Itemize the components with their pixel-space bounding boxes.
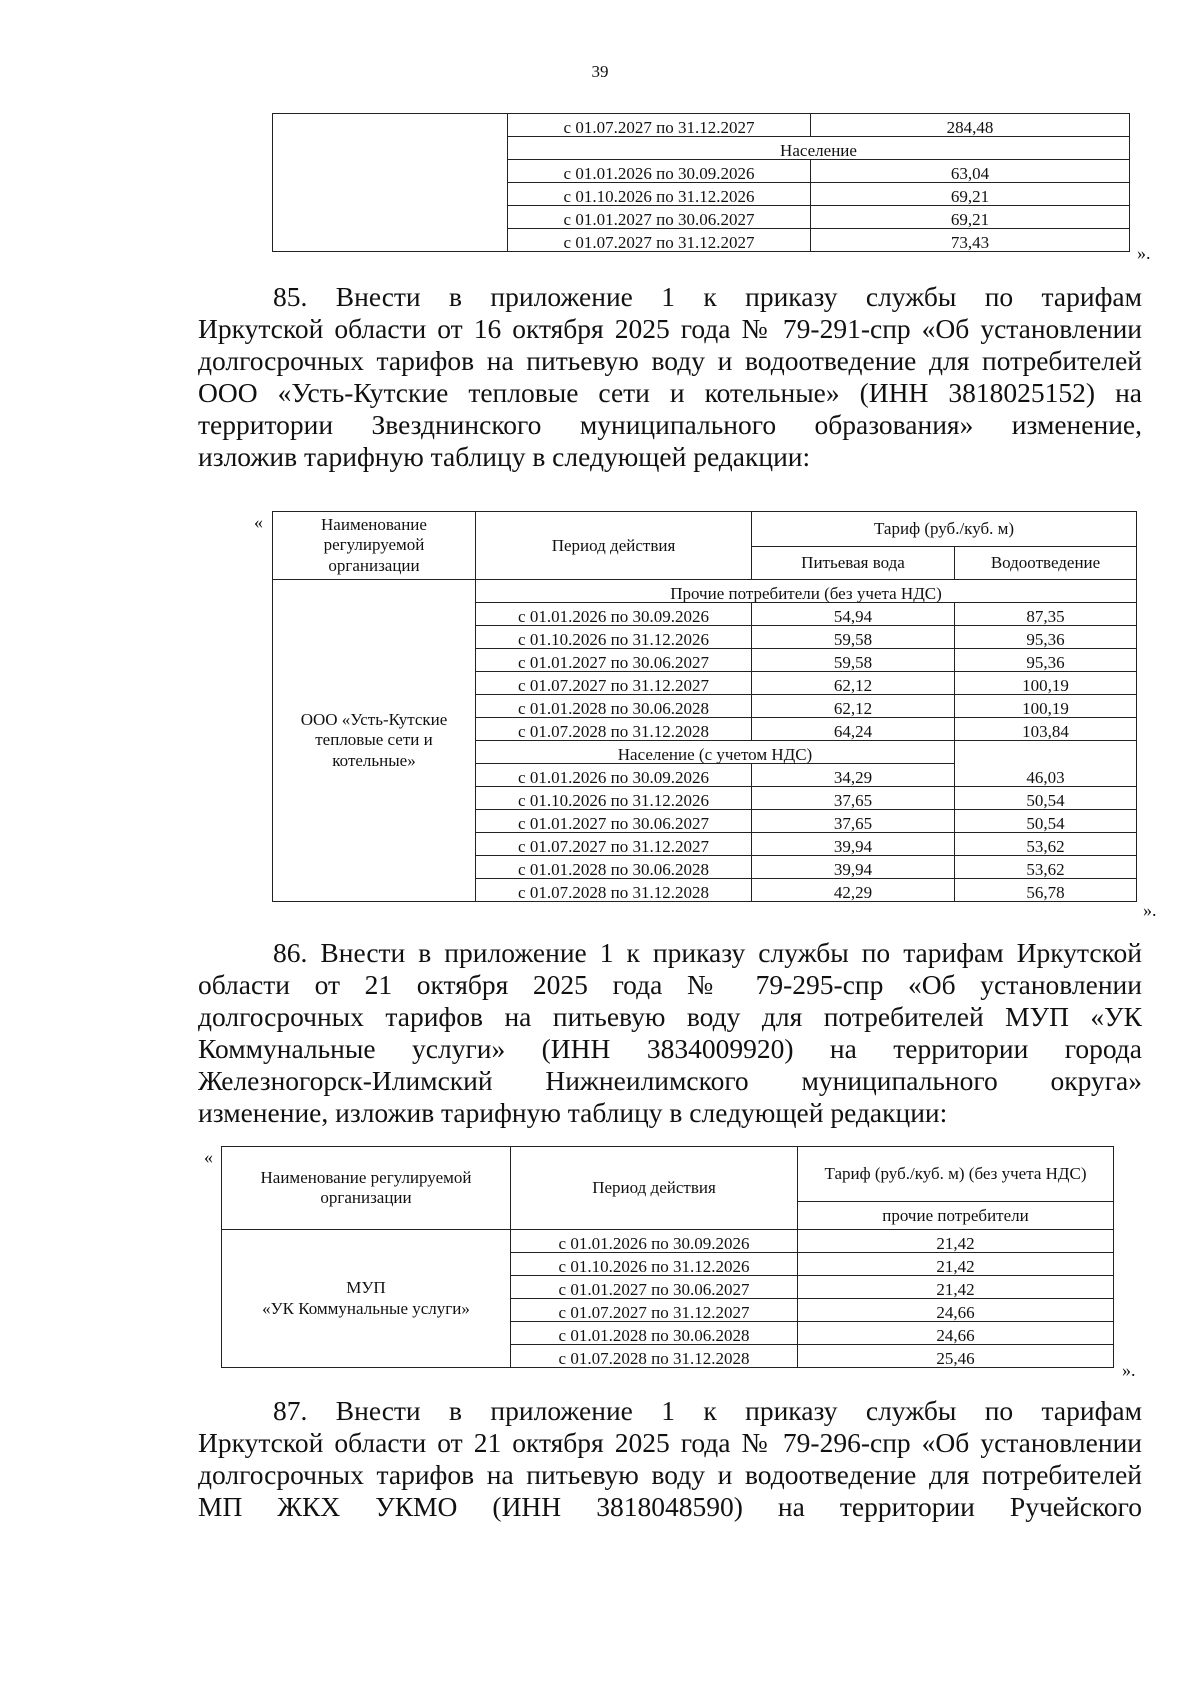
- paragraph-line: ООО «Усть-Кутские тепловые сети и котельные» (ИНН 3818025152) на: [198, 377, 1142, 408]
- drain-cell: 100,19: [955, 672, 1137, 695]
- period-cell: с 01.01.2028 по 30.06.2028: [511, 1322, 798, 1345]
- quote-open-mark: «: [204, 1147, 213, 1167]
- empty-cell: [955, 741, 1137, 764]
- water-cell: 37,65: [752, 787, 955, 810]
- paragraph-line: Иркутской области от 21 октября 2025 года № 79-296-спр «Об установлении: [198, 1427, 1142, 1458]
- tariff-table-continued: [272, 113, 1130, 252]
- period-cell: с 01.07.2027 по 31.12.2027: [508, 114, 811, 137]
- period-cell: с 01.01.2028 по 30.06.2028: [476, 856, 752, 879]
- period-cell: с 01.10.2026 по 31.12.2026: [476, 626, 752, 649]
- header-tariff: Тариф (руб./куб. м) (без учета НДС): [798, 1147, 1114, 1202]
- water-cell: 59,58: [752, 626, 955, 649]
- water-cell: 62,12: [752, 672, 955, 695]
- org-name: [222, 1230, 511, 1368]
- water-cell: 34,29: [752, 764, 955, 787]
- tariff-cell: 21,42: [798, 1230, 1114, 1253]
- tariff-table-water-drain: [272, 511, 1137, 902]
- period-cell: с 01.01.2027 по 30.06.2027: [511, 1276, 798, 1299]
- paragraph-line: Иркутской области от 16 октября 2025 года № 79-291-спр «Об установлении: [198, 313, 1142, 344]
- page-number: 39: [591, 62, 609, 81]
- drain-cell: 50,54: [955, 810, 1137, 833]
- org-name: ООО «Усть-Кутские тепловые сети и котельные»: [273, 580, 476, 902]
- period-cell: с 01.10.2026 по 31.12.2026: [476, 787, 752, 810]
- group-label: Население: [508, 137, 1130, 160]
- org-name-line: МУП: [346, 1278, 386, 1298]
- paragraph-85: [198, 281, 1142, 473]
- period-cell: с 01.07.2028 по 31.12.2028: [511, 1345, 798, 1368]
- drain-cell: 95,36: [955, 649, 1137, 672]
- period-cell: с 01.01.2026 по 30.09.2026: [476, 764, 752, 787]
- drain-cell: 56,78: [955, 879, 1137, 902]
- paragraph-line: территории Звезднинского муниципального образования» изменение,: [198, 409, 1142, 440]
- header-org: Наименование регулируемой организации: [273, 512, 476, 580]
- water-cell: 62,12: [752, 695, 955, 718]
- period-cell: с 01.07.2027 по 31.12.2027: [476, 672, 752, 695]
- period-cell: с 01.07.2027 по 31.12.2027: [511, 1299, 798, 1322]
- header-period: Период действия: [511, 1147, 798, 1230]
- tariff-cell: 21,42: [798, 1253, 1114, 1276]
- period-cell: с 01.01.2026 по 30.09.2026: [511, 1230, 798, 1253]
- tariff-cell: 63,04: [811, 160, 1130, 183]
- drain-cell: 100,19: [955, 695, 1137, 718]
- paragraph-line: изложив тарифную таблицу в следующей редакции:: [198, 441, 811, 472]
- period-cell: с 01.10.2026 по 31.12.2026: [508, 183, 811, 206]
- tariff-cell: 21,42: [798, 1276, 1114, 1299]
- water-cell: 54,94: [752, 603, 955, 626]
- period-cell: с 01.10.2026 по 31.12.2026: [511, 1253, 798, 1276]
- paragraph-line: долгосрочных тарифов на питьевую воду и водоотведение для потребителей: [198, 1459, 1142, 1490]
- water-cell: 59,58: [752, 649, 955, 672]
- paragraph-line: Железногорск-Илимский Нижнеилимского муниципального округа»: [198, 1065, 1142, 1096]
- paragraph-line: области от 21 октября 2025 года № 79-295-спр «Об установлении: [198, 969, 1142, 1000]
- quote-close-mark: ».: [1137, 243, 1151, 263]
- tariff-cell: 69,21: [811, 183, 1130, 206]
- period-cell: с 01.07.2028 по 31.12.2028: [476, 879, 752, 902]
- group-label: Население (с учетом НДС): [476, 741, 955, 764]
- paragraph-line: МП ЖКХ УКМО (ИНН 3818048590) на территории Ручейского: [198, 1491, 1142, 1522]
- paragraph-line: изменение, изложив тарифную таблицу в следующей редакции:: [198, 1097, 948, 1128]
- paragraph-line: долгосрочных тарифов на питьевую воду для потребителей МУП «УК: [198, 1001, 1142, 1032]
- drain-cell: 87,35: [955, 603, 1137, 626]
- tariff-cell: 25,46: [798, 1345, 1114, 1368]
- paragraph-line: долгосрочных тарифов на питьевую воду и водоотведение для потребителей: [198, 345, 1142, 376]
- org-name-line: «УК Коммунальные услуги»: [262, 1298, 470, 1318]
- paragraph-line: 87. Внести в приложение 1 к приказу службы по тарифам: [273, 1395, 1142, 1426]
- drain-cell: 103,84: [955, 718, 1137, 741]
- period-cell: с 01.01.2027 по 30.06.2027: [508, 206, 811, 229]
- tariff-cell: 24,66: [798, 1322, 1114, 1345]
- header-water: Питьевая вода: [752, 547, 955, 580]
- paragraph-line: Коммунальные услуги» (ИНН 3834009920) на территории города: [198, 1033, 1142, 1064]
- header-tariff: Тариф (руб./куб. м): [752, 512, 1137, 547]
- period-cell: с 01.07.2027 по 31.12.2027: [476, 833, 752, 856]
- header-drain: Водоотведение: [955, 547, 1137, 580]
- paragraph-line: 85. Внести в приложение 1 к приказу службы по тарифам: [273, 281, 1142, 312]
- paragraph-line: 86. Внести в приложение 1 к приказу службы по тарифам Иркутской: [273, 937, 1142, 968]
- header-period: Период действия: [476, 512, 752, 580]
- paragraph-86: [198, 937, 1142, 1129]
- drain-cell: 53,62: [955, 856, 1137, 879]
- period-cell: с 01.01.2028 по 30.06.2028: [476, 695, 752, 718]
- water-cell: 42,29: [752, 879, 955, 902]
- paragraph-87: [198, 1395, 1142, 1523]
- water-cell: 39,94: [752, 856, 955, 879]
- quote-close-mark: ».: [1143, 900, 1157, 920]
- period-cell: с 01.01.2026 по 30.09.2026: [508, 160, 811, 183]
- drain-cell: 53,62: [955, 833, 1137, 856]
- water-cell: 39,94: [752, 833, 955, 856]
- period-cell: с 01.01.2026 по 30.09.2026: [476, 603, 752, 626]
- quote-close-mark: ».: [1122, 1360, 1136, 1380]
- tariff-cell: 69,21: [811, 206, 1130, 229]
- quote-open-mark: «: [254, 512, 263, 532]
- tariff-table-water: [221, 1146, 1114, 1368]
- period-cell: с 01.01.2027 по 30.06.2027: [476, 649, 752, 672]
- drain-cell: 46,03: [955, 764, 1137, 787]
- header-other-consumers: прочие потребители: [798, 1202, 1114, 1230]
- header-org: Наименование регулируемой организации: [222, 1147, 511, 1230]
- tariff-cell: 24,66: [798, 1299, 1114, 1322]
- water-cell: 64,24: [752, 718, 955, 741]
- period-cell: с 01.01.2027 по 30.06.2027: [476, 810, 752, 833]
- tariff-cell: 284,48: [811, 114, 1130, 137]
- tariff-cell: 73,43: [811, 229, 1130, 252]
- drain-cell: 50,54: [955, 787, 1137, 810]
- drain-cell: 95,36: [955, 626, 1137, 649]
- water-cell: 37,65: [752, 810, 955, 833]
- org-cell-empty: [273, 114, 508, 252]
- group-label: Прочие потребители (без учета НДС): [476, 580, 1137, 603]
- period-cell: с 01.07.2027 по 31.12.2027: [508, 229, 811, 252]
- period-cell: с 01.07.2028 по 31.12.2028: [476, 718, 752, 741]
